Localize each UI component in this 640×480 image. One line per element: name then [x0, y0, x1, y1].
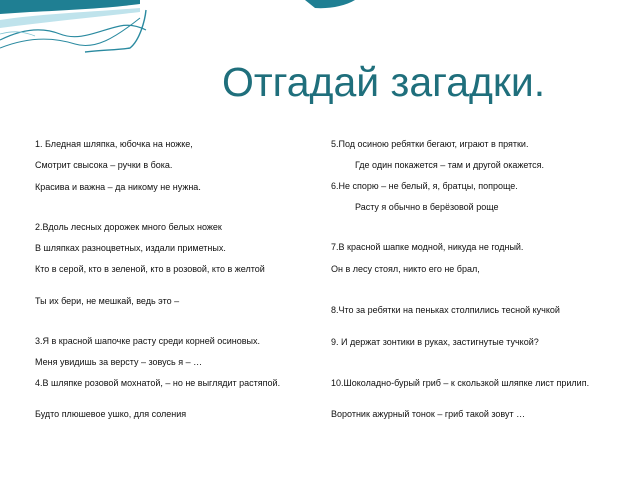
riddle-line: Воротник ажурный тонок – гриб такой зовут … — [331, 409, 526, 419]
riddle-line: 5.Под осиною ребятки бегают, играют в прятки. — [331, 139, 529, 149]
riddle-line: Кто в серой, кто в зеленой, кто в розовой, кто в желтой — [35, 264, 265, 274]
riddle-line: Красива и важна – да никому не нужна. — [35, 182, 201, 192]
riddle-line: Расту я обычно в берёзовой роще — [355, 202, 499, 212]
riddle-line: Меня увидишь за версту – зовусь я – … — [35, 357, 203, 367]
riddle-line: 4.В шляпке розовой мохнатой, – но не выглядит растяпой. — [35, 378, 281, 388]
wave-line-4 — [0, 32, 35, 36]
riddle-line: 6.Не спорю – не белый, я, братцы, попроще. — [331, 181, 518, 191]
left-riddles-column — [35, 0, 315, 480]
page-title: Отгадай загадки. — [222, 59, 546, 105]
riddle-line: 9. И держат зонтики в руках, застигнутые тучкой? — [331, 337, 539, 347]
riddle-line: 7.В красной шапке модной, никуда не годный. — [331, 242, 524, 252]
riddle-line: 1. Бледная шляпка, юбочка на ножке, — [35, 139, 193, 149]
riddle-line: Он в лесу стоял, никто его не брал, — [331, 264, 480, 274]
riddle-line: Где один покажется – там и другой окажется. — [355, 160, 545, 170]
riddle-line: 8.Что за ребятки на пеньках столпились тесной кучкой — [331, 305, 560, 315]
right-riddles-column — [331, 0, 611, 480]
riddle-line: 10.Шоколадно-бурый гриб – к скользкой шляпке лист прилип. — [331, 378, 590, 388]
riddle-line: Смотрит свысока – ручки в бока. — [35, 160, 173, 170]
riddle-line: В шляпках разноцветных, издали приметных. — [35, 243, 226, 253]
riddle-line: 2.Вдоль лесных дорожек много белых ножек — [35, 222, 222, 232]
riddle-line: Будто плюшевое ушко, для соления — [35, 409, 187, 419]
riddle-line: 3.Я в красной шапочке расту среди корней осиновых. — [35, 336, 261, 346]
riddle-line: Ты их бери, не мешкай, ведь это – — [35, 296, 180, 306]
